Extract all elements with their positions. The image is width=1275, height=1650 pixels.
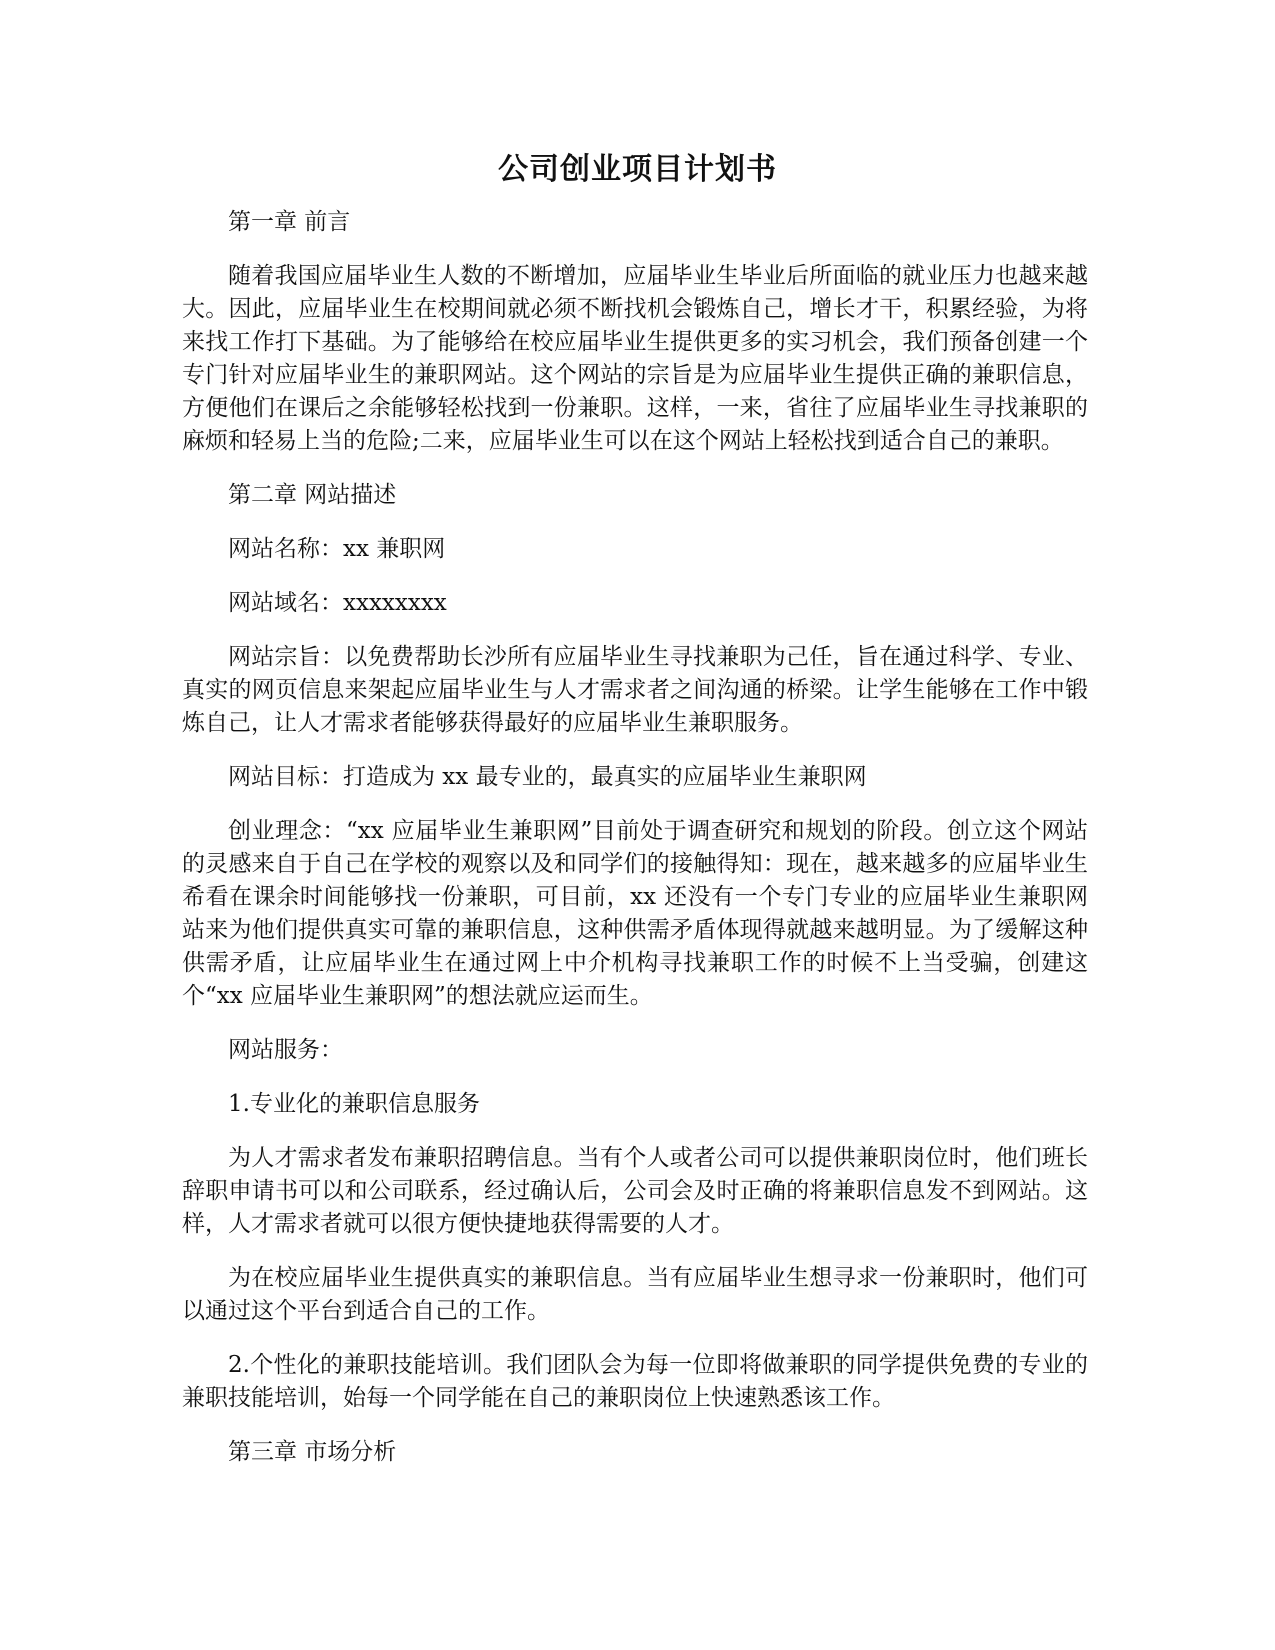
body-paragraph: 为人才需求者发布兼职招聘信息。当有个人或者公司可以提供兼职岗位时，他们班长辞职申请书可以和公司联系，经过确认后，公司会及时正确的将兼职信息发不到网站。这样，人才需求者就可以很方便快捷地获得需要的人才。 bbox=[182, 1145, 1088, 1237]
service-item-paragraph: 2.个性化的兼职技能培训。我们团队会为每一位即将做兼职的同学提供免费的专业的兼职技能培训，始每一个同学能在自己的兼职岗位上快速熟悉该工作。 bbox=[182, 1352, 1088, 1411]
body-paragraph: 为在校应届毕业生提供真实的兼职信息。当有应届毕业生想寻求一份兼职时，他们可以通过这个平台到适合自己的工作。 bbox=[182, 1265, 1088, 1324]
website-purpose-paragraph: 网站宗旨：以免费帮助长沙所有应届毕业生寻找兼职为己任，旨在通过科学、专业、真实的网页信息来架起应届毕业生与人才需求者之间沟通的桥梁。让学生能够在工作中锻炼自己，让人才需求者能够获得最好的应届毕业生兼职服务。 bbox=[182, 644, 1088, 736]
website-goal-line: 网站目标：打造成为 xx 最专业的，最真实的应届毕业生兼职网 bbox=[228, 764, 867, 790]
document-title: 公司创业项目计划书 bbox=[498, 152, 777, 187]
chapter-heading: 第一章 前言 bbox=[228, 209, 351, 235]
startup-concept-paragraph: 创业理念：“xx 应届毕业生兼职网”目前处于调查研究和规划的阶段。创立这个网站的灵感来自于自己在学校的观察以及和同学们的接触得知：现在，越来越多的应届毕业生希看在课余时间能够找一份兼职，可目前，xx 还没有一个专门专业的应届毕业生兼职网站来为他们提供真实可靠的兼职信息，这种供需矛盾体现得就越来越明显。为了缓解这种供需矛盾，让应届毕业生在通过网上中介机构寻找兼职工作的时候不上当受骗，创建这个“xx 应届毕业生兼职网”的想法就应运而生。 bbox=[182, 818, 1088, 1009]
body-paragraph: 随着我国应届毕业生人数的不断增加，应届毕业生毕业后所面临的就业压力也越来越大。因此，应届毕业生在校期间就必须不断找机会锻炼自己，增长才干，积累经验，为将来找工作打下基础。为了能够给在校应届毕业生提供更多的实习机会，我们预备创建一个专门针对应届毕业生的兼职网站。这个网站的宗旨是为应届毕业生提供正确的兼职信息，方便他们在课后之余能够轻松找到一份兼职。这样，一来，省往了应届毕业生寻找兼职的麻烦和轻易上当的危险;二来，应届毕业生可以在这个网站上轻松找到适合自己的兼职。 bbox=[182, 263, 1088, 454]
website-name-line: 网站名称：xx 兼职网 bbox=[228, 536, 446, 562]
website-services-heading: 网站服务： bbox=[228, 1037, 343, 1063]
chapter-heading: 第三章 市场分析 bbox=[228, 1439, 397, 1465]
website-domain-line: 网站域名：xxxxxxxx bbox=[228, 590, 447, 616]
service-item-heading: 1.专业化的兼职信息服务 bbox=[228, 1091, 480, 1117]
chapter-heading: 第二章 网站描述 bbox=[228, 482, 397, 508]
document-body bbox=[182, 206, 1088, 1490]
